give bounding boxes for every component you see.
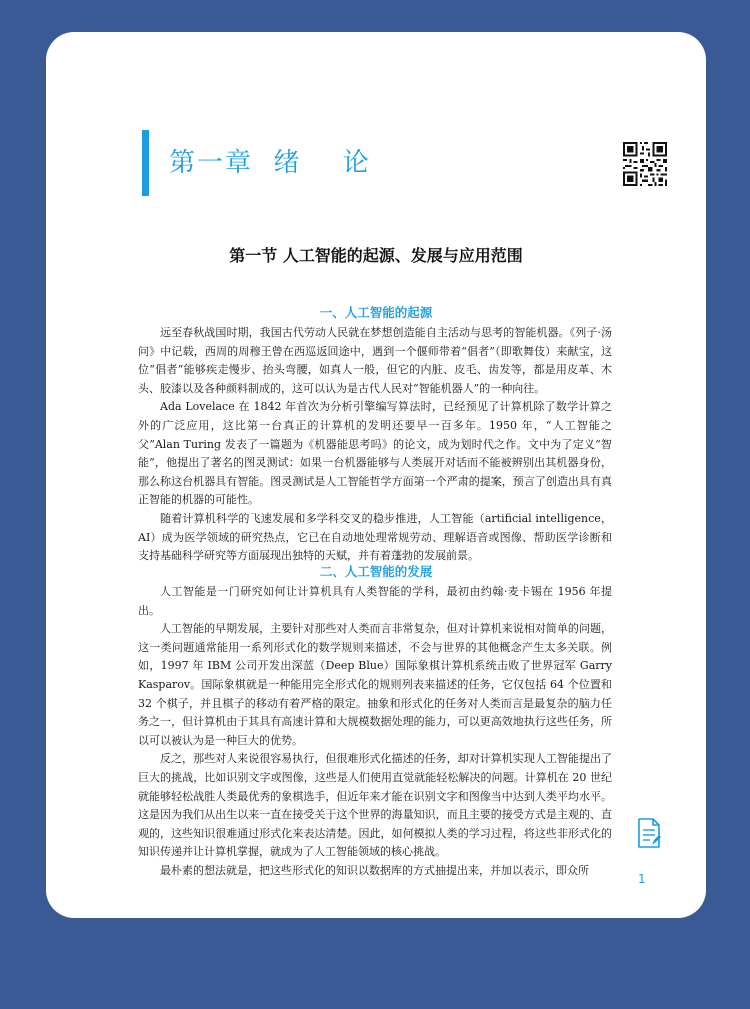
page-number: 1	[638, 872, 646, 886]
note-icon[interactable]	[635, 817, 663, 849]
book-page	[46, 32, 706, 918]
chapter-accent-bar	[142, 130, 149, 196]
section-title: 第一节 人工智能的起源、发展与应用范围	[229, 246, 523, 265]
paragraph: 远至春秋战国时期，我国古代劳动人民就在梦想创造能自主活动与思考的智能机器。《列子·汤问》中记载，西周的周穆王曾在西巡返回途中，遇到一个偃师带着“倡者”（即歌舞伎）来献宝，这位“倡者”能够疾走慢步、抬头弯腰，如真人一般，但它的内脏、皮毛、齿发等，都是用皮革、木头、胶漆以及各种颜料制成的，这可以认为是古代人民对“智能机器人”的一种向往。	[138, 326, 612, 395]
chapter-title: 第一章 绪 论	[169, 148, 371, 178]
paragraph: 随着计算机科学的飞速发展和多学科交叉的稳步推进，人工智能（artificial intelligence，AI）成为医学领域的研究热点，它已在自动地处理常规劳动、理解语音或图像、帮助医学诊断和支持基础科学研究等方面展现出独特的天赋，并有着蓬勃的发展前景。	[138, 511, 612, 563]
paragraph: 人工智能是一门研究如何让计算机具有人类智能的学科，最初由约翰·麦卡锡在 1956 年提出。	[138, 585, 612, 617]
subsection-title-development: 二、人工智能的发展	[319, 564, 433, 579]
paragraph: 人工智能的早期发展，主要针对那些对人类而言非常复杂，但对计算机来说相对简单的问题，这一类问题通常能用一系列形式化的数学规则来描述，不会与世界的其他概念产生太多关联。例如，1997 年 IBM 公司开发出深蓝（Deep Blue）国际象棋计算机系统击败了世界冠军 Garry Kasparov。国际象棋就是一种能用完全形式化的规则列表来描述的任务，它仅包括 64 个位置和 32 个棋子，并且棋子的移动有着严格的限定。抽象和形式化的任务对人类而言是最复杂的脑力任务之一，但计算机由于其具有高速计算和大规模数据处理的能力，可以更高效地执行这些任务，所以可以被认为是一种巨大的优势。	[138, 622, 612, 747]
paragraph: 最朴素的想法就是，把这些形式化的知识以数据库的方式抽提出来，并加以表示，即众所	[160, 863, 589, 877]
paragraph: Ada Lovelace 在 1842 年首次为分析引擎编写算法时，已经预见了计算机除了数学计算之外的广泛应用，这比第一台真正的计算机的发明还要早一百多年。1950 年，“人工智能之父”Alan Turing 发表了一篇题为《机器能思考吗》的论文，成为划时代之作。文中为了定义“智能”，他提出了著名的图灵测试：如果一台机器能够与人类展开对话而不能被辨别出其机器身份，那么称这台机器具有智能。图灵测试是人工智能哲学方面第一个严肃的提案，预言了创造出具有真正智能的机器的可能性。	[138, 400, 612, 507]
subsection-body-origin	[138, 324, 612, 566]
subsection-body-development	[138, 583, 612, 881]
paragraph: 反之，那些对人来说很容易执行，但很难形式化描述的任务，却对计算机实现人工智能提出了巨大的挑战，比如识别文字或图像，这些是人们使用直觉就能轻松解决的问题。计算机在 20 世纪就能够轻松战胜人类最优秀的象棋选手，但近年来才能在识别文字和图像当中达到人类平均水平。这是因为我们从出生以来一直在接受关于这个世界的海量知识，而且主要的接受方式是主观的、直观的，这些知识很难通过形式化来表达清楚。因此，如何模拟人类的学习过程，将这些非形式化的知识传递并让计算机掌握，就成为了人工智能领域的核心挑战。	[138, 752, 612, 859]
subsection-title-origin: 一、人工智能的起源	[319, 305, 433, 320]
qr-code-icon[interactable]	[623, 142, 667, 186]
